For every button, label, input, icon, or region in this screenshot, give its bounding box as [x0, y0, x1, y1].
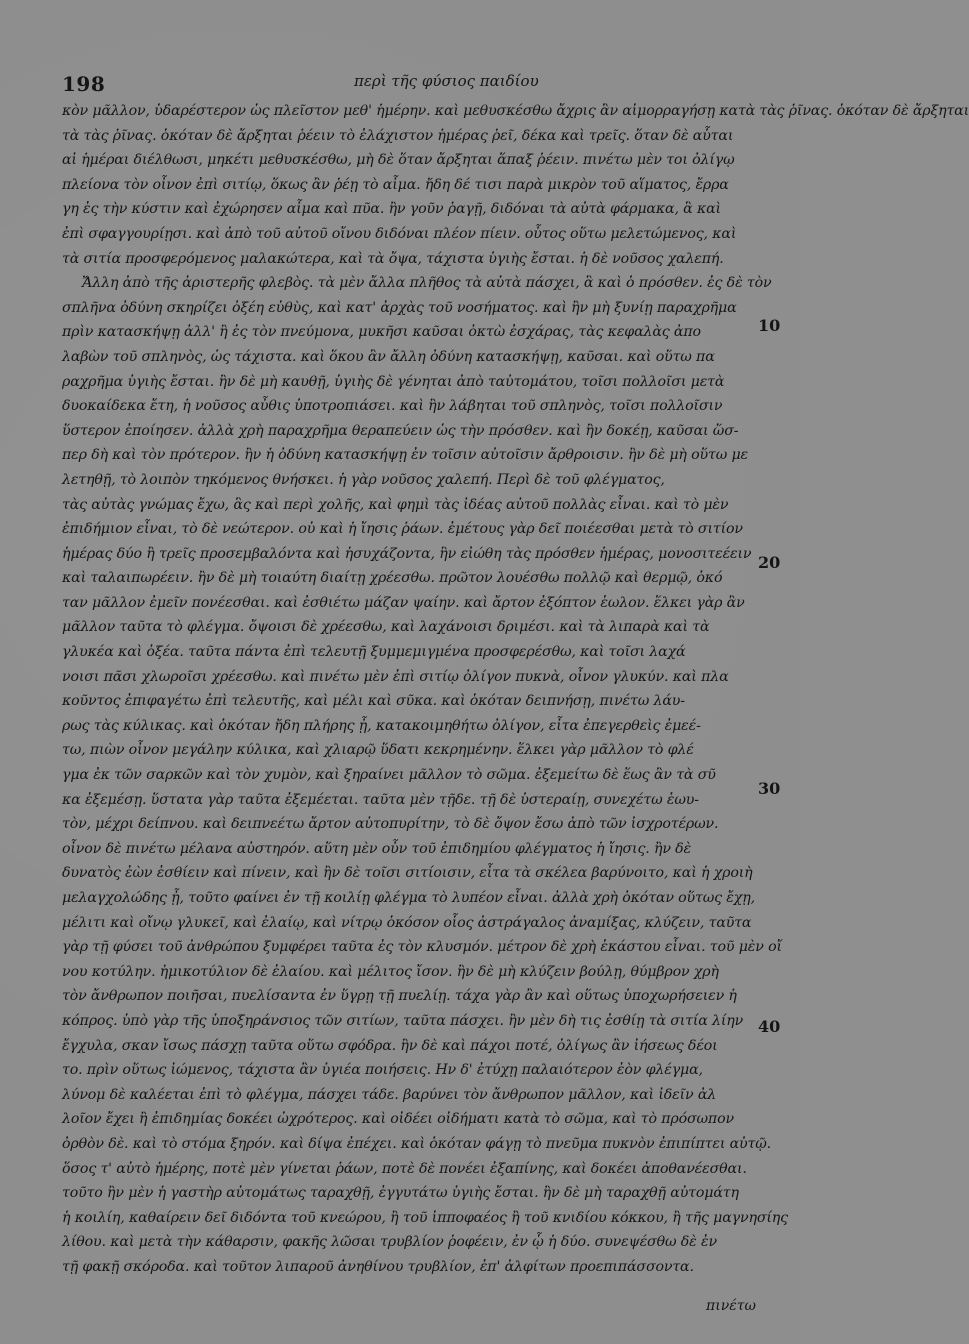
text-line: ρως τὰς κύλικας. καὶ ὁκόταν ἤδη πλήρης ᾖ, κατακοιμηθήτω ὀλίγον, εἶτα ἐπεγερθεὶς ἐμεέ-	[62, 717, 701, 734]
text-line: ταν μᾶλλον ἐμεῖν πονέεσθαι. καὶ ἐσθιέτω μάζαν ψαίην. καὶ ἄρτον ἐξόπτον ἑωλον. ἕλκει γὰρ ἂν	[62, 594, 745, 611]
margin-line-number: 10	[758, 316, 781, 335]
text-line: σπλῆνα ὀδύνη σκηρίζει ὀξέη εὐθὺς, καὶ κατ' ἀρχὰς τοῦ νοσήματος. καὶ ἢν μὴ ξυνίῃ παραχρῆμα	[62, 299, 737, 316]
text-line: τῇ φακῇ σκόροδα. καὶ τοῦτον λιπαροῦ ἀνηθίνου τρυβλίον, ἐπ' ἀλφίτων προεπιπάσσοντα.	[62, 1258, 694, 1275]
text-line: καὶ ταλαιπωρέειν. ἢν δὲ μὴ τοιαύτη διαίτῃ χρέεσθω. πρῶτον λουέσθω πολλῷ καὶ θερμῷ, ὁκό	[62, 570, 723, 587]
margin-line-number: 40	[758, 1017, 781, 1036]
text-line: ὀρθὸν δὲ. καὶ τὸ στόμα ξηρόν. καὶ δίψα ἐπέχει. καὶ ὁκόταν φάγῃ τὸ πνεῦμα πυκνὸν ἐπιπίπτει αὐτῷ.	[62, 1135, 771, 1152]
text-line: νου κοτύλην. ἡμικοτύλιον δὲ ἐλαίου. καὶ μέλιτος ἴσον. ἢν δὲ μὴ κλύζειν βούλῃ, θύμβρον χρὴ	[62, 963, 719, 980]
text-line: τοῦτο ἢν μὲν ἡ γαστὴρ αὐτομάτως ταραχθῇ, ἐγγυτάτω ὑγιὴς ἔσται. ἢν δὲ μὴ ταραχθῇ αὐτομάτη	[62, 1185, 739, 1202]
text-line: δυοκαίδεκα ἔτη, ἡ νοῦσος αὖθις ὑποτροπιάσει. καὶ ἢν λάβηται τοῦ σπληνὸς, τοῖσι πολλοῖσιν	[62, 398, 723, 415]
text-line: ραχρῆμα ὑγιὴς ἔσται. ἢν δὲ μὴ καυθῇ, ὑγιὴς δὲ γένηται ἀπὸ ταὐτομάτου, τοῖσι πολλοῖσι μετὰ	[62, 373, 725, 390]
running-title: περὶ τῆς φύσιος παιδίου	[354, 72, 539, 90]
text-line: πρὶν κατασκήψῃ ἀλλ' ἢ ἐς τὸν πνεύμονα, μυκῆσι καῦσαι ὀκτὼ ἐσχάρας, τὰς κεφαλὰς ἀπο	[62, 324, 701, 341]
text-line: κα ἐξεμέσῃ. ὕστατα γὰρ ταῦτα ἐξεμέεται. ταῦτα μὲν τῇδε. τῇ δὲ ὑστεραίῃ, συνεχέτω ἑωυ-	[62, 791, 699, 808]
text-line: τὰς αὐτὰς γνώμας ἔχω, ἃς καὶ περὶ χολῆς, καὶ φημὶ τὰς ἰδέας αὐτοῦ πολλὰς εἶναι. καὶ τὸ μὲν	[62, 496, 729, 513]
text-line: κόπρος. ὑπὸ γὰρ τῆς ὑποξηράνσιος τῶν σιτίων, ταῦτα πάσχει. ἢν μὲν δὴ τις ἐσθίῃ τὰ σιτία λίην	[62, 1012, 744, 1029]
text-line: πλείονα τὸν οἶνον ἐπὶ σιτίῳ, ὅκως ἂν ῥέῃ τὸ αἷμα. ἤδη δέ τισι παρὰ μικρὸν τοῦ αἵματος, ἔρρα	[62, 176, 729, 193]
text-line: μέλιτι καὶ οἴνῳ γλυκεῖ, καὶ ἐλαίῳ, καὶ νίτρῳ ὁκόσον οἷος ἀστράγαλος ἀναμίξας, κλύζειν, ταῦτα	[62, 914, 752, 931]
text-line: ἐπιδήμιον εἶναι, τὸ δὲ νεώτερον. οὐ καὶ ἡ ἴησις ῥάων. ἐμέτους γὰρ δεῖ ποιέεσθαι μετὰ τὸ σιτίον	[62, 521, 743, 538]
text-line: αἱ ἡμέραι διέλθωσι, μηκέτι μεθυσκέσθω, μὴ δὲ ὅταν ἄρξηται ἅπαξ ῥέειν. πινέτω μὲν τοι ὀλίγῳ	[62, 152, 735, 169]
text-line: το. πρὶν οὕτως ἰώμενος, τάχιστα ἂν ὑγιέα ποιήσεις. Ην δ' ἐτύχῃ παλαιότερον ἐὸν φλέγμα,	[62, 1062, 703, 1079]
text-line: γη ἐς τὴν κύστιν καὶ ἐχώρησεν αἷμα καὶ πῦα. ἢν γοῦν ῥαγῇ, διδόναι τὰ αὐτὰ φάρμακα, ἃ καὶ	[62, 201, 721, 218]
text-line: οἶνον δὲ πινέτω μέλανα αὐστηρόν. αὕτη μὲν οὖν τοῦ ἐπιδημίου φλέγματος ἡ ἴησις. ἢν δὲ	[62, 840, 692, 857]
text-line: λοῖον ἔχει ἢ ἐπιδημίας δοκέει ὠχρότερος. καὶ οἰδέει οἰδήματι κατὰ τὸ σῶμα, καὶ τὸ πρόσωπον	[62, 1111, 734, 1128]
text-line: ἐπὶ σφαγγουρίῃσι. καὶ ἀπὸ τοῦ αὐτοῦ οἴνου διδόναι πλέον πίειν. οὗτος οὕτω μελετώμενος, καὶ	[62, 225, 737, 242]
text-line: τὸν, μέχρι δείπνου. καὶ δειπνεέτω ἄρτον αὐτοπυρίτην, τὸ δὲ ὄψον ἔσω ἀπὸ τῶν ἰσχροτέρων.	[62, 816, 719, 833]
text-line: γμα ἐκ τῶν σαρκῶν καὶ τὸν χυμὸν, καὶ ξηραίνει μᾶλλον τὸ σῶμα. ἐξεμείτω δὲ ἕως ἂν τὰ σῦ	[62, 767, 716, 784]
text-line: νοισι πᾶσι χλωροῖσι χρέεσθω. καὶ πινέτω μὲν ἐπὶ σιτίῳ ὀλίγον πυκνὰ, οἶνον γλυκύν. καὶ πλα	[62, 668, 729, 685]
text-line: Ἄλλη ἀπὸ τῆς ἀριστερῆς φλεβὸς. τὰ μὲν ἄλλα πλῆθος τὰ αὐτὰ πάσχει, ἃ καὶ ὁ πρόσθεν. ἐς δὲ τὸν	[82, 275, 772, 292]
margin-line-number: 20	[758, 553, 781, 572]
text-line: ἡμέρας δύο ἢ τρεῖς προσεμβαλόντα καὶ ἡσυχάζοντα, ἣν εἰώθη τὰς πρόσθεν ἡμέρας, μονοσιτεέειν	[62, 545, 752, 562]
text-line: λύνομ δὲ καλέεται ἐπὶ τὸ φλέγμα, πάσχει τάδε. βαρύνει τὸν ἄνθρωπον μᾶλλον, καὶ ἰδεῖν ἀλ	[62, 1086, 717, 1103]
text-line: ἔγχυλα, σκαν ἴσως πάσχῃ ταῦτα οὕτω σφόδρα. ἢν δὲ καὶ πάχοι ποτέ, ὀλίγως ἂν ἰήσεως δέοι	[62, 1037, 718, 1054]
text-line: δυνατὸς ἐὼν ἐσθίειν καὶ πίνειν, καὶ ἢν δὲ τοῖσι σιτίοισιν, εἶτα τὰ σκέλεα βαρύνοιτο, καὶ ἡ χροιὴ	[62, 865, 753, 882]
text-line: κοῦντος ἐπιφαγέτω ἐπὶ τελευτῆς, καὶ μέλι καὶ σῦκα. καὶ ὁκόταν δειπνήσῃ, πινέτω λάυ-	[62, 693, 685, 710]
text-line: λαβὼν τοῦ σπληνὸς, ὡς τάχιστα. καὶ ὅκου ἂν ἄλλη ὀδύνη κατασκήψῃ, καῦσαι. καὶ οὕτω πα	[62, 348, 715, 365]
text-line: μελαγχολώδης ᾖ, τοῦτο φαίνει ἐν τῇ κοιλίῃ φλέγμα τὸ λυπέον εἶναι. ἀλλὰ χρὴ ὁκόταν οὕτως ἔχῃ,	[62, 890, 755, 906]
text-line: γὰρ τῇ φύσει τοῦ ἀνθρώπου ξυμφέρει ταῦτα ἐς τὸν κλυσμόν. μέτρον δὲ χρὴ ἑκάστου εἶναι. τοῦ μὲν οἴ	[62, 939, 782, 956]
margin-line-number: 30	[758, 779, 781, 798]
text-line: τω, πιὼν οἶνον μεγάλην κύλικα, καὶ χλιαρῷ ὕδατι κεκρημένην. ἕλκει γὰρ μᾶλλον τὸ φλέ	[62, 742, 694, 759]
text-line: ἡ κοιλίη, καθαίρειν δεῖ διδόντα τοῦ κνεώρου, ἢ τοῦ ἱπποφαέος ἢ τοῦ κνιδίου κόκκου, ἢ τῆς μαγνησίης	[62, 1209, 788, 1226]
text-line: λετηθῇ, τὸ λοιπὸν τηκόμενος θνήσκει. ἡ γὰρ νοῦσος χαλεπή. Περὶ δὲ τοῦ φλέγματος,	[62, 471, 665, 488]
text-line: τὰ σιτία προσφερόμενος μαλακώτερα, καὶ τὰ ὄψα, τάχιστα ὑγιὴς ἔσται. ἡ δὲ νοῦσος χαλεπή.	[62, 250, 724, 267]
text-line: λίθου. καὶ μετὰ τὴν κάθαρσιν, φακῆς λῶσαι τρυβλίον ῥοφέειν, ἐν ᾧ ἡ δύο. συνεψέσθω δὲ ἐν	[62, 1234, 717, 1251]
page-number: 198	[62, 72, 106, 96]
text-line: τὸν ἄνθρωπον ποιῆσαι, πυελίσαντα ἐν ὕγρῃ τῇ πυελίῃ. τάχα γὰρ ἂν καὶ οὕτως ὑποχωρήσειεν ἡ	[62, 988, 737, 1005]
catchword: πινέτω	[706, 1298, 756, 1314]
text-line: περ δὴ καὶ τὸν πρότερον. ἢν ἡ ὀδύνη κατασκήψῃ ἐν τοῖσιν αὐτοῖσιν ἄρθροισιν. ἢν δὲ μὴ οὕτω με	[62, 447, 749, 464]
text-line: ὕστερον ἐποίησεν. ἀλλὰ χρὴ παραχρῆμα θεραπεύειν ὡς τὴν πρόσθεν. καὶ ἢν δοκέῃ, καῦσαι ὥσ-	[62, 422, 739, 439]
text-line: ὅσος τ' αὐτὸ ἡμέρης, ποτὲ μὲν γίνεται ῥάων, ποτὲ δὲ πονέει ἐξαπίνης, καὶ δοκέει ἀποθανέεσθαι.	[62, 1160, 747, 1177]
text-line: κὸν μᾶλλον, ὑδαρέστερον ὡς πλεῖστον μεθ' ἡμέρην. καὶ μεθυσκέσθω ἄχρις ἂν αἱμορραγήσῃ κατὰ τὰς ῥῖνας. ὁκόταν δὲ ἄρξηται	[62, 103, 969, 119]
text-line: γλυκέα καὶ ὀξέα. ταῦτα πάντα ἐπὶ τελευτῇ ξυμμεμιγμένα προσφερέσθω, καὶ τοῖσι λαχά	[62, 644, 686, 661]
text-line: τὰ τὰς ῥῖνας. ὁκόταν δὲ ἄρξηται ῥέειν τὸ ἐλάχιστον ἡμέρας ῥεῖ, δέκα καὶ τρεῖς. ὅταν δὲ αὗται	[62, 127, 734, 144]
page-header	[62, 72, 762, 98]
text-line: μᾶλλον ταῦτα τὸ φλέγμα. ὄψοισι δὲ χρέεσθω, καὶ λαχάνοισι δριμέσι. καὶ τὰ λιπαρὰ καὶ τὰ	[62, 619, 710, 636]
